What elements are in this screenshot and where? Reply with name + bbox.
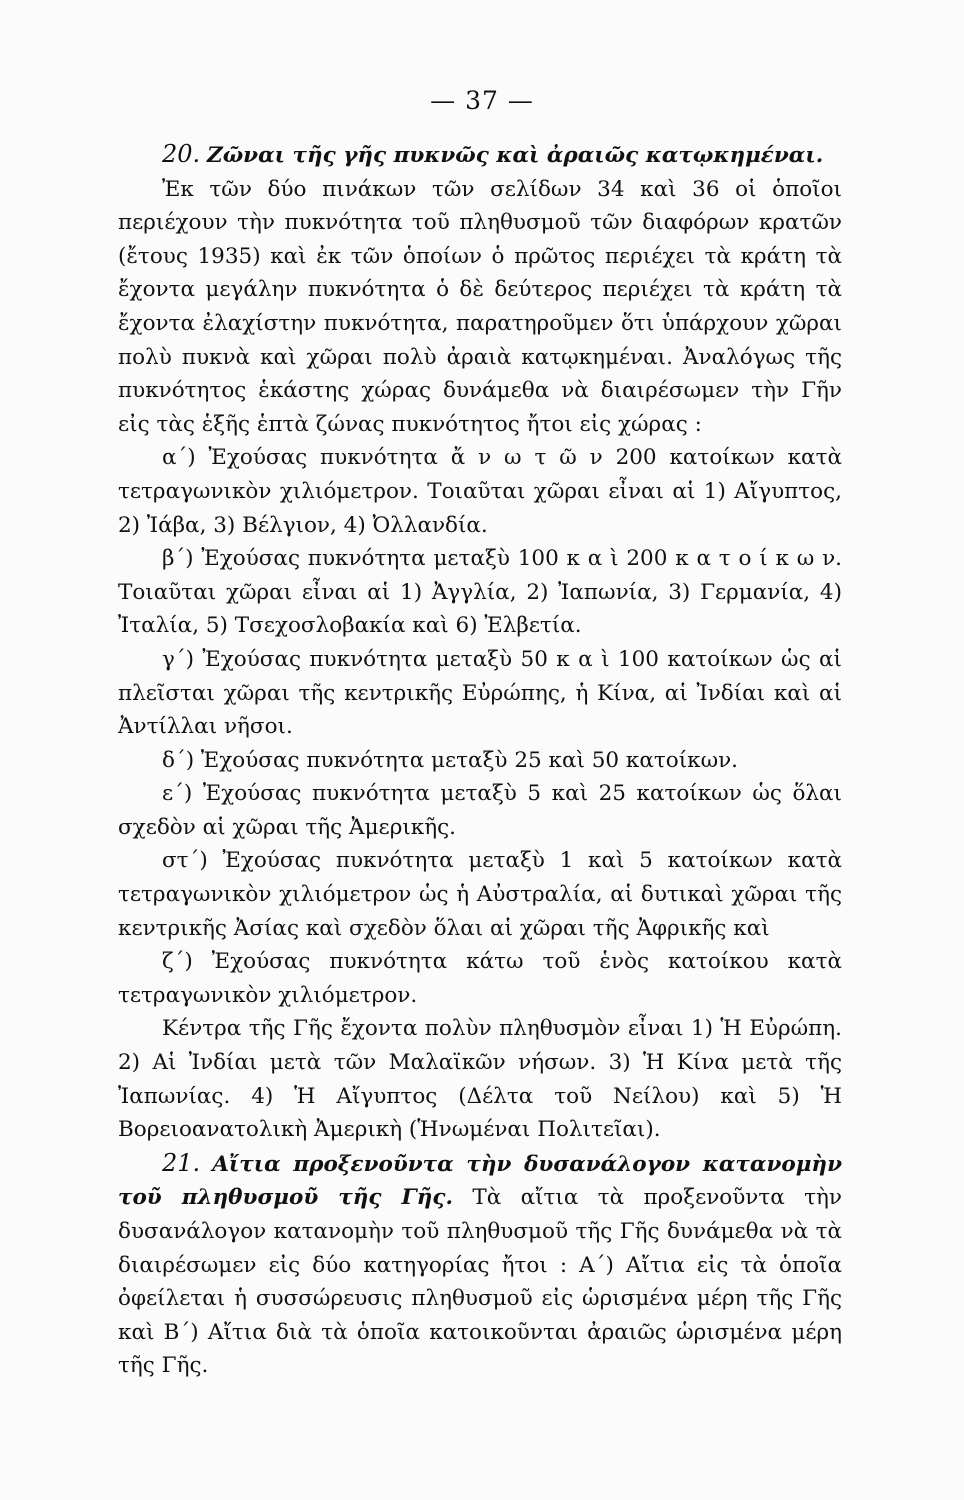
section-21-number: 21. (162, 1148, 201, 1177)
page-number: — 37 — (430, 86, 534, 115)
zone-epsilon: ε΄) Ἐχούσας πυκνότητα μεταξὺ 5 καὶ 25 κατοίκων ὡς ὅλαι σχεδὸν αἱ χῶραι τῆς Ἀμερικῆς. (118, 781, 842, 840)
population-centers: Κέντρα τῆς Γῆς ἔχοντα πολὺν πληθυσμὸν εἶναι 1) Ἡ Εὐρώπη. 2) Αἱ Ἰνδίαι μετὰ τῶν Μαλαϊκῶν νήσων. 3) Ἡ Κίνα μετὰ τῆς Ἰαπωνίας. 4) Ἡ Αἴγυπτος (Δέλτα τοῦ Νείλου) καὶ 5) Ἡ Βορειοανατολικὴ Ἀμερικὴ (Ἡνωμέναι Πολιτεῖαι). (118, 1016, 842, 1143)
section-21-title: Αἴτια προξενοῦντα τὴν δυσανάλογον κατανομὴν τοῦ πληθυσμοῦ τῆς Γῆς. (118, 1151, 842, 1211)
section-21-paragraph (118, 1147, 842, 1383)
section-20-intro: Ἐκ τῶν δύο πινάκων τῶν σελίδων 34 καὶ 36 οἱ ὁποῖοι περιέχουν τὴν πυκνότητα τοῦ πληθυσμοῦ τῶν διαφόρων κρατῶν (ἔτους 1935) καὶ ἐκ τῶν ὁποίων ὁ πρῶτος περιέχει τὰ κράτη τὰ ἔχοντα μεγάλην πυκνότητα ὁ δὲ δεύτερος περιέχει τὰ κράτη τὰ ἔχοντα ἐλαχίστην πυκνότητα, παρατηροῦμεν ὅτι ὑπάρχουν χῶραι πολὺ πυκνὰ καὶ χῶραι πολὺ ἀραιὰ κατῳκημέναι. Ἀναλόγως τῆς πυκνότητος ἑκάστης χώρας δυνάμεθα νὰ διαιρέσωμεν τὴν Γῆν εἰς τὰς ἑξῆς ἑπτὰ ζώνας πυκνότητος ἤτοι εἰς χώρας : (118, 176, 842, 437)
page-text (118, 138, 842, 1383)
section-20-number: 20. (162, 140, 201, 168)
zone-stigma: στ΄) Ἐχούσας πυκνότητα μεταξὺ 1 καὶ 5 κατοίκων κατὰ τετραγωνικὸν χιλιόμετρον ὡς ἡ Αὐστραλία, αἱ δυτικαὶ χῶραι τῆς κεντρικῆς Ἀσίας καὶ σχεδὸν ὅλαι αἱ χῶραι τῆς Ἀφρικῆς καὶ (118, 848, 842, 941)
zone-gamma: γ΄) Ἐχούσας πυκνότητα μεταξὺ 50 κ α ὶ 100 κατοίκων ὡς αἱ πλεῖσται χῶραι τῆς κεντρικῆς Εὐρώπης, ἡ Κίνα, αἱ Ἰνδίαι καὶ αἱ Ἀντίλλαι νῆσοι. (118, 646, 842, 740)
section-21-body: Τὰ αἴτια τὰ προξενοῦντα τὴν δυσανάλογον κατανομὴν τοῦ πληθυσμοῦ τῆς Γῆς δυνάμεθα νὰ τὰ διαιρέσωμεν εἰς δύο κατηγορίας ἤτοι : Α΄) Αἴτια εἰς τὰ ὁποῖα ὀφείλεται ἡ συσσώρευσις πληθυσμοῦ εἰς ὡρισμένα μέρη τῆς Γῆς καὶ Β΄) Αἴτια διὰ τὰ ὁποῖα κατοικοῦνται ἀραιῶς ὡρισμένα μέρη τῆς Γῆς. (118, 1185, 842, 1379)
zone-beta: β΄) Ἐχούσας πυκνότητα μεταξὺ 100 κ α ὶ 200 κ α τ ο ί κ ω ν. Τοιαῦται χῶραι εἶναι αἱ 1) Ἀγγλία, 2) Ἰαπωνία, 3) Γερμανία, 4) Ἰταλία, 5) Τσεχοσλοβακία καὶ 6) Ἐλβετία. (118, 546, 842, 639)
zone-delta: δ΄) Ἐχούσας πυκνότητα μεταξὺ 25 καὶ 50 κατοίκων. (162, 747, 739, 773)
section-20-title: Ζῶναι τῆς γῆς πυκνῶς καὶ ἀραιῶς κατῳκημέναι. (207, 143, 824, 168)
section-20-heading (118, 138, 842, 173)
zone-zeta: ζ΄) Ἐχούσας πυκνότητα κάτω τοῦ ἑνὸς κατοίκου κατὰ τετραγωνικὸν χιλιόμετρον. (118, 949, 842, 1008)
zone-alpha: α΄) Ἐχούσας πυκνότητα ἄ ν ω τ ῶ ν 200 κατοίκων κατὰ τετραγωνικὸν χιλιόμετρον. Τοιαῦται χῶραι εἶναι αἱ 1) Αἴγυπτος, 2) Ἰάβα, 3) Βέλγιον, 4) Ὀλλανδία. (118, 445, 842, 538)
